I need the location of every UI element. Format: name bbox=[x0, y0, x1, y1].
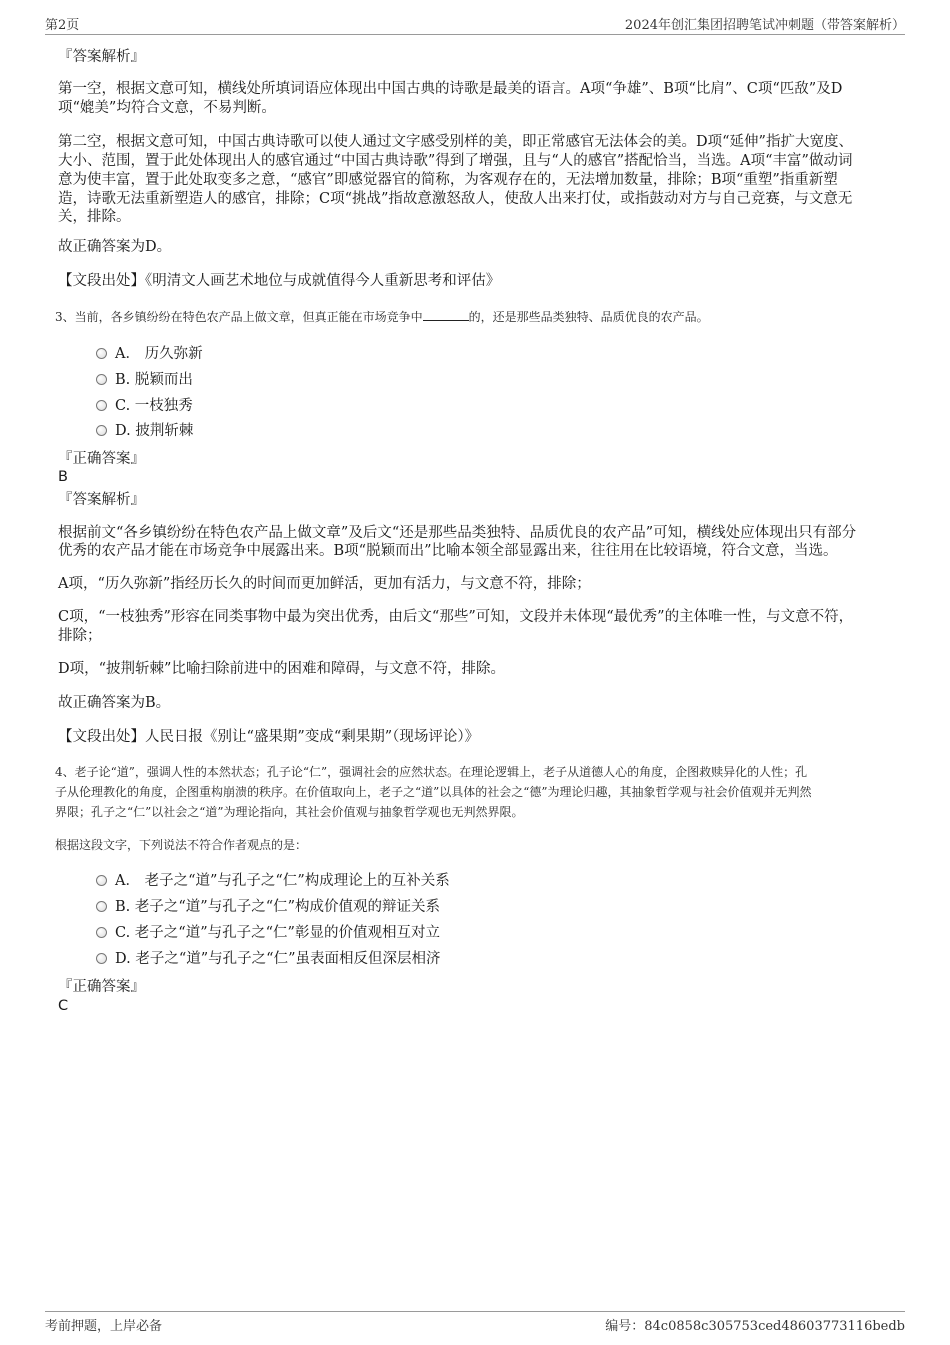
q3-analysis-pc-l2: 排除； bbox=[58, 628, 102, 644]
q2-source: 【文段出处】《明清文人画艺术地位与成就值得今人重新思考和评估》 bbox=[58, 273, 501, 289]
q3-option-b[interactable]: B. 脱颖而出 bbox=[96, 369, 193, 391]
q3-stem-before: 3、当前，各乡镇纷纷在特色农产品上做文章，但真正能在市场竞争中 bbox=[55, 310, 423, 324]
q4-option-c[interactable]: C. 老子之“道”与孔子之“仁”彰显的价值观相互对立 bbox=[96, 922, 440, 944]
q3-stem-after: 的，还是那些品类独特、品质优良的农产品。 bbox=[468, 310, 709, 324]
q4-option-b[interactable]: B. 老子之“道”与孔子之“仁”构成价值观的辩证关系 bbox=[96, 896, 440, 918]
q3-source: 【文段出处】人民日报《别让“盛果期”变成“剩果期”（现场评论）》 bbox=[58, 729, 480, 745]
q4-correct-answer: C bbox=[58, 998, 69, 1014]
q2-conclusion: 故正确答案为D。 bbox=[58, 239, 172, 255]
q4-option-a[interactable]: A． 老子之“道”与孔子之“仁”构成理论上的互补关系 bbox=[96, 870, 450, 892]
footer-slogan: 考前押题，上岸必备 bbox=[45, 1319, 163, 1334]
q3-option-c[interactable]: C. 一枝独秀 bbox=[96, 395, 193, 417]
q4-option-d[interactable]: D. 老子之“道”与孔子之“仁”虽表面相反但深层相济 bbox=[96, 948, 440, 970]
q4-question: 根据这段文字，下列说法不符合作者观点的是： bbox=[55, 838, 308, 852]
q2-analysis-p2-l2: 大小、范围，置于此处体现出人的感官通过“中国古典诗歌”得到了增强，且与“人的感官”搭配恰当，当选。A项“丰富”做动词 bbox=[58, 153, 853, 169]
radio-icon[interactable] bbox=[96, 875, 107, 886]
q2-analysis-p2-l4: 造，诗歌无法重新塑造人的感官，排除；C项“挑战”指故意激怒敌人，使敌人出来打仗，或指鼓动对方与自己竞赛，与文意无 bbox=[58, 191, 853, 207]
q3-stem bbox=[55, 307, 709, 328]
document-id: 编号：84c0858c305753ced48603773116bedb bbox=[605, 1319, 905, 1334]
radio-icon[interactable] bbox=[96, 953, 107, 964]
q3-analysis-pa: A项，“历久弥新”指经历长久的时间而更加鲜活，更加有活力，与文意不符，排除； bbox=[58, 576, 591, 592]
page-footer bbox=[45, 1311, 905, 1336]
q4-stem-l3: 界限；孔子之“仁”以社会之“道”为理论指向，其社会价值观与抽象哲学观也无判然界限。 bbox=[55, 805, 524, 819]
q2-analysis-p1-l1: 第一空，根据文意可知，横线处所填词语应体现出中国古典的诗歌是最美的语言。A项“争雄”、B项“比肩”、C项“匹敌”及D bbox=[58, 81, 843, 97]
q3-correct-answer: B bbox=[58, 469, 68, 485]
q2-analysis-p2-l5: 关，排除。 bbox=[58, 209, 131, 225]
radio-icon[interactable] bbox=[96, 927, 107, 938]
analysis-label: 『答案解析』 bbox=[58, 49, 145, 65]
q2-analysis-p1-l2: 项“媲美”均符合文意，不易判断。 bbox=[58, 100, 276, 116]
q3-analysis-pc-l1: C项，“一枝独秀”形容在同类事物中最为突出优秀，由后文“那些”可知，文段并未体现“最优秀”的主体唯一性，与文意不符， bbox=[58, 609, 854, 625]
radio-icon[interactable] bbox=[96, 400, 107, 411]
q3-correct-label: 『正确答案』 bbox=[58, 451, 145, 467]
q3-blank bbox=[423, 307, 469, 321]
q3-analysis-p1-l2: 优秀的农产品才能在市场竞争中展露出来。B项“脱颖而出”比喻本领全部显露出来，往往用在比较语境，符合文意，当选。 bbox=[58, 543, 838, 559]
q3-option-a[interactable]: A． 历久弥新 bbox=[96, 343, 203, 365]
q4-stem-l2: 子从伦理教化的角度，企图重构崩溃的秩序。在价值取向上，老子之“道”以具体的社会之“德”为理论归趣，其抽象哲学观与社会价值观并无判然 bbox=[55, 785, 812, 799]
q3-option-d[interactable]: D. 披荆斩棘 bbox=[96, 420, 193, 442]
document-title: 2024年创汇集团招聘笔试冲刺题（带答案解析） bbox=[624, 18, 905, 33]
q4-correct-label: 『正确答案』 bbox=[58, 979, 145, 995]
q3-analysis-pd: D项，“披荆斩棘”比喻扫除前进中的困难和障碍，与文意不符，排除。 bbox=[58, 661, 505, 677]
radio-icon[interactable] bbox=[96, 425, 107, 436]
q2-analysis-p2-l1: 第二空，根据文意可知，中国古典诗歌可以使人通过文字感受别样的美，即正常感官无法体会的美。D项“延伸”指扩大宽度、 bbox=[58, 134, 853, 150]
page-header bbox=[45, 12, 905, 35]
q3-analysis-p1-l1: 根据前文“各乡镇纷纷在特色农产品上做文章”及后文“还是那些品类独特、品质优良的农产品”可知，横线处应体现出只有部分 bbox=[58, 525, 857, 541]
q3-conclusion: 故正确答案为B。 bbox=[58, 695, 171, 711]
page-number: 第2页 bbox=[45, 18, 80, 33]
radio-icon[interactable] bbox=[96, 374, 107, 385]
q4-stem-l1: 4、老子论“道”，强调人性的本然状态；孔子论“仁”，强调社会的应然状态。在理论逻辑上，老子从道德人心的角度，企图救赎异化的人性；孔 bbox=[55, 765, 808, 779]
q3-analysis-label: 『答案解析』 bbox=[58, 492, 145, 508]
q2-analysis-p2-l3: 意为使丰富，置于此处取变多之意，“感官”即感觉器官的简称，为客观存在的，无法增加数量，排除；B项“重塑”指重新塑 bbox=[58, 172, 838, 188]
radio-icon[interactable] bbox=[96, 901, 107, 912]
radio-icon[interactable] bbox=[96, 348, 107, 359]
